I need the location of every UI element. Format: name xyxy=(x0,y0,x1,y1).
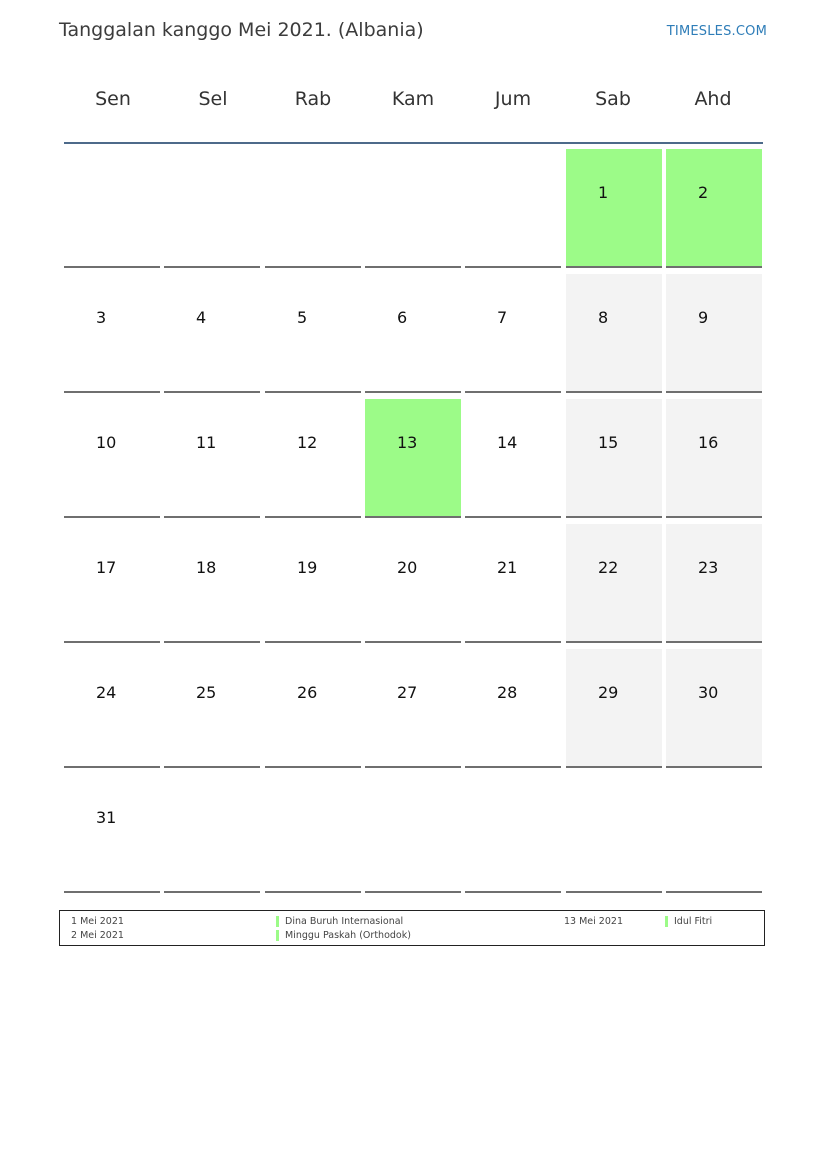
day-number: 20 xyxy=(397,558,418,577)
day-number: 18 xyxy=(196,558,217,577)
day-cell[interactable] xyxy=(265,524,361,643)
day-cell[interactable] xyxy=(365,274,461,393)
day-number: 27 xyxy=(397,683,418,702)
day-cell[interactable] xyxy=(465,524,561,643)
day-cell[interactable] xyxy=(64,524,160,643)
day-cell-empty xyxy=(164,774,260,893)
day-cell[interactable] xyxy=(666,399,762,518)
day-cell-empty xyxy=(465,774,561,893)
day-number: 13 xyxy=(397,433,418,452)
day-cell[interactable] xyxy=(64,774,160,893)
legend-date-2: 2 Mei 2021 xyxy=(71,930,124,941)
day-cell[interactable] xyxy=(265,649,361,768)
day-number: 29 xyxy=(598,683,619,702)
day-number: 12 xyxy=(297,433,318,452)
calendar-grid xyxy=(64,149,764,899)
day-cell[interactable] xyxy=(666,274,762,393)
legend-color-swatch xyxy=(665,916,668,927)
day-cell[interactable] xyxy=(164,274,260,393)
calendar-week-row xyxy=(64,274,764,399)
day-cell-empty xyxy=(164,149,260,268)
day-cell[interactable] xyxy=(666,524,762,643)
weekday-tue: Sel xyxy=(198,88,228,110)
day-number: 4 xyxy=(196,308,207,327)
header-divider xyxy=(64,142,763,144)
day-cell[interactable] xyxy=(365,649,461,768)
holiday-legend xyxy=(59,910,765,946)
legend-color-swatch xyxy=(276,916,279,927)
day-number: 10 xyxy=(96,433,117,452)
day-number: 15 xyxy=(598,433,619,452)
day-number: 21 xyxy=(497,558,518,577)
weekday-fri: Jum xyxy=(494,88,532,110)
day-number: 22 xyxy=(598,558,619,577)
day-number: 17 xyxy=(96,558,117,577)
day-cell-empty xyxy=(566,774,662,893)
day-cell-empty xyxy=(465,149,561,268)
day-number: 11 xyxy=(196,433,217,452)
brand-link[interactable]: TIMESLES.COM xyxy=(666,24,767,39)
calendar-week-row xyxy=(64,399,764,524)
day-cell[interactable] xyxy=(465,649,561,768)
weekday-header xyxy=(63,88,763,120)
day-cell[interactable] xyxy=(164,399,260,518)
day-number: 28 xyxy=(497,683,518,702)
day-cell[interactable] xyxy=(566,524,662,643)
day-number: 16 xyxy=(698,433,719,452)
day-number: 19 xyxy=(297,558,318,577)
day-cell-empty xyxy=(365,149,461,268)
weekday-mon: Sen xyxy=(95,88,131,110)
day-number: 24 xyxy=(96,683,117,702)
day-cell[interactable] xyxy=(265,274,361,393)
day-cell-empty xyxy=(265,149,361,268)
calendar-week-row xyxy=(64,524,764,649)
day-cell[interactable] xyxy=(666,149,762,268)
day-number: 23 xyxy=(698,558,719,577)
calendar-week-row xyxy=(64,774,764,899)
legend-date-3: 13 Mei 2021 xyxy=(564,916,623,927)
day-number: 6 xyxy=(397,308,408,327)
day-cell[interactable] xyxy=(365,524,461,643)
legend-color-swatch xyxy=(276,930,279,941)
day-number: 25 xyxy=(196,683,217,702)
day-cell[interactable] xyxy=(465,274,561,393)
day-number: 9 xyxy=(698,308,709,327)
day-number: 2 xyxy=(698,183,709,202)
legend-name-2: Minggu Paskah (Orthodok) xyxy=(285,930,411,941)
day-cell-empty xyxy=(64,149,160,268)
weekday-wed: Rab xyxy=(294,88,332,110)
day-number: 5 xyxy=(297,308,308,327)
day-cell[interactable] xyxy=(365,399,461,518)
legend-name-3: Idul Fitri xyxy=(674,916,713,927)
page-title: Tanggalan kanggo Mei 2021. (Albania) xyxy=(59,19,424,41)
weekday-thu: Kam xyxy=(391,88,435,110)
day-number: 26 xyxy=(297,683,318,702)
day-number: 7 xyxy=(497,308,508,327)
day-cell[interactable] xyxy=(265,399,361,518)
weekday-sun: Ahd xyxy=(694,88,732,110)
legend-name-1: Dina Buruh Internasional xyxy=(285,916,404,927)
day-cell[interactable] xyxy=(566,649,662,768)
day-cell[interactable] xyxy=(566,399,662,518)
day-cell[interactable] xyxy=(566,149,662,268)
calendar-week-row xyxy=(64,649,764,774)
day-cell[interactable] xyxy=(666,649,762,768)
day-number: 31 xyxy=(96,808,117,827)
day-number: 14 xyxy=(497,433,518,452)
calendar-week-row xyxy=(64,149,764,274)
day-cell-empty xyxy=(265,774,361,893)
day-cell[interactable] xyxy=(164,649,260,768)
legend-date-1: 1 Mei 2021 xyxy=(71,916,124,927)
day-number: 30 xyxy=(698,683,719,702)
day-number: 3 xyxy=(96,308,107,327)
day-cell-empty xyxy=(666,774,762,893)
day-cell[interactable] xyxy=(164,524,260,643)
day-number: 1 xyxy=(598,183,609,202)
day-cell[interactable] xyxy=(64,649,160,768)
day-cell[interactable] xyxy=(64,274,160,393)
day-cell[interactable] xyxy=(566,274,662,393)
day-cell-empty xyxy=(365,774,461,893)
day-cell[interactable] xyxy=(64,399,160,518)
day-cell[interactable] xyxy=(465,399,561,518)
weekday-sat: Sab xyxy=(595,88,631,110)
day-number: 8 xyxy=(598,308,609,327)
